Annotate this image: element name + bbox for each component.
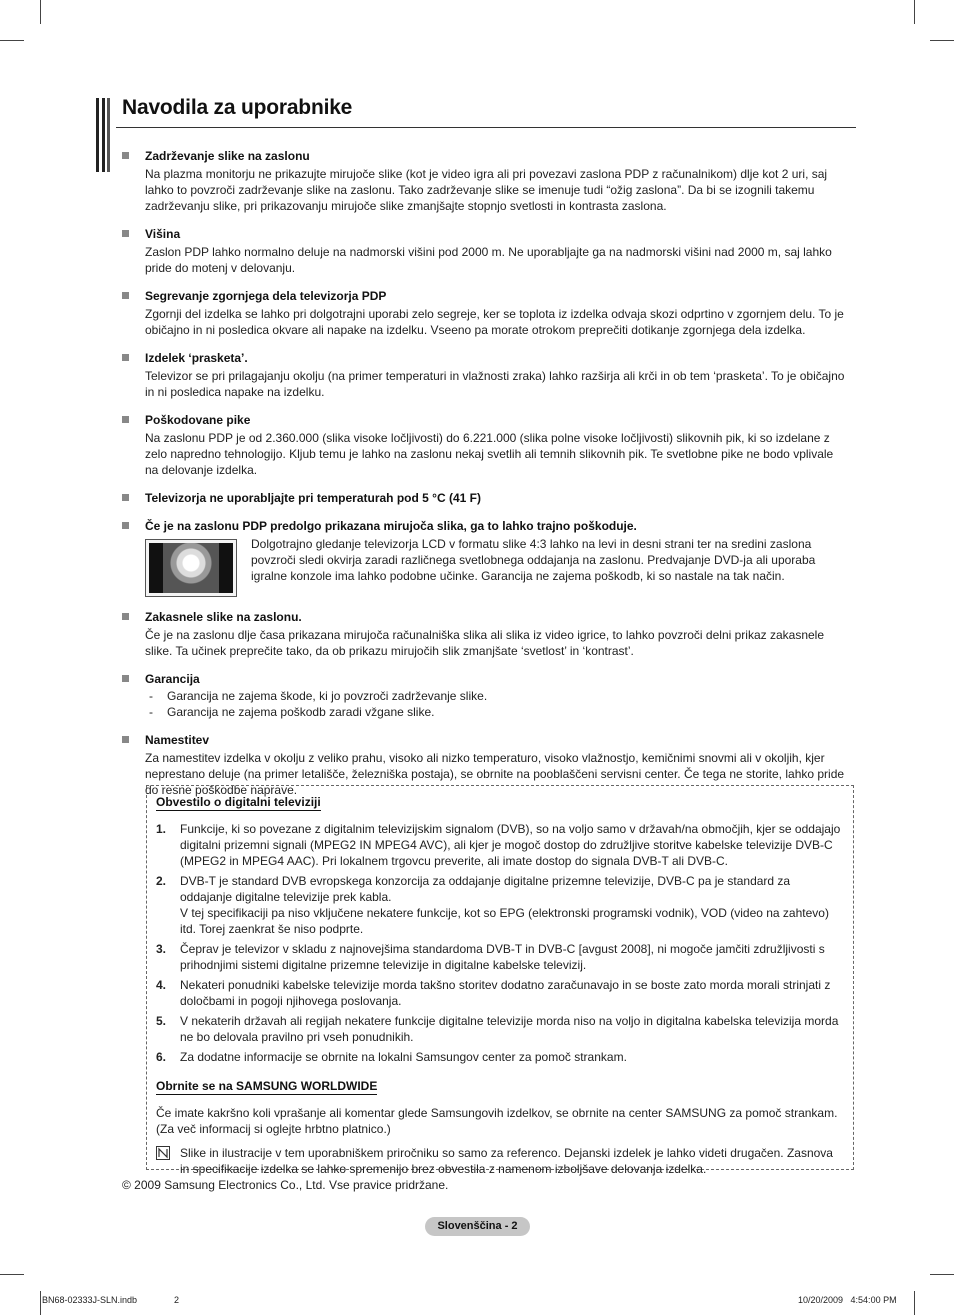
list-item: 3. Čeprav je televizor v skladu z najnovejšima standardoma DVB-T in DVB-C [avgust 2008], ni mogoče jamčiti združljivosti s prihodnjimi sistemi digitalne prizemne televizije in digitalne kabelske televizij. [156,942,825,972]
list-item: - Garancija ne zajema poškodb zaradi vžgane slike. [149,705,435,719]
list-item: 5. V nekaterih državah ali regijah nekatere funkcije digitalne televizije morda niso na voljo in digitalna kabelska televizija morda ne bo delovala pravilno pri vseh ponudnikih. [156,1014,839,1044]
crop-mark [930,1274,954,1275]
tv-burn-in-image [145,539,237,597]
square-bullet-icon [122,494,129,501]
page-title: Navodila za uporabnike [122,96,353,119]
section-text: Zaslon PDP lahko normalno deluje na nadmorski višini pod 2000 m. Ne uporabljajte ga na nadmorski višini nad 2000 m, saj lahko pride do motenj v delovanju. [145,245,832,275]
section-text: Zgornji del izdelka se lahko pri dolgotrajni uporabi zelo segreje, ker se toplota iz izdelka odvaja skozi odprtino v zgornjem delu. To je običajno in ni posledica okvare ali napake na izdelku. Vseeno pa morate otrokom preprečiti dotikanje zgornjega dela izdelka. [145,307,844,337]
copyright: © 2009 Samsung Electronics Co., Ltd. Vse pravice pridržane. [122,1178,449,1192]
crop-mark [40,0,41,24]
section-delayed-images [122,609,846,659]
section-title: Televizorja ne uporabljajte pri temperaturah pod 5 °C (41 F) [145,491,481,505]
section-heat [122,288,846,338]
list-item: 2. DVB-T je standard DVB evropskega konzorcija za oddajanje digitalne prizemne televizije, DVB-C pa je standard za oddajanje digitalne televizije prek kabla. V tej specifikaciji pa niso vključene nekatere funkcije, kot so EPG (elektronski programski vodnik), VOD (video na zahtevo) itd. Torej zaenkrat še niso podprte. [156,874,829,936]
square-bullet-icon [122,292,129,299]
section-title: Segrevanje zgornjega dela televizorja PDP [145,289,387,303]
crop-mark [914,1291,915,1315]
crop-mark [914,0,915,24]
page-header [96,96,856,132]
list-item: 6. Za dodatne informacije se obrnite na lokalni Samsungov center za pomoč strankam. [156,1050,627,1064]
list-item: 1. Funkcije, ki so povezane z digitalnim televizijskim signalom (DVB), so na voljo samo v državah/na območjih, kjer se oddajajo digitalni prizemni signali (MPEG2 IN MPEG4 AVC), ali kjer je mogoč dostop do združljive storitve kabelske televizije DVB-C (MPEG2 in MPEG4 AAC). Pri lokalnem trgovcu preverite, ali imate dostop do signala DVB-T ali DVB-C. [156,822,841,868]
section-text: Na zaslonu PDP je od 2.360.000 (slika visoke ločljivosti) do 6.221.000 (slika polne visoke ločljivosti) slikovnih pik, ki so izdelane z zelo napredno tehnologijo. Kljub temu je lahko na zaslonu nekaj svetlih ali temnih slikovnih pik. Te svetlobne pike ne bodo vplivale na delovanje izdelka. [145,431,834,477]
contact-text: Če imate kakršno koli vprašanje ali komentar glede Samsungovih izdelkov, se obrnite na center SAMSUNG za pomoč strankam. (Za več informacij si oglejte hrbtno platnico.) [156,1106,838,1136]
square-bullet-icon [122,354,129,361]
square-bullet-icon [122,152,129,159]
section-title: Izdelek ‘prasketa’. [145,351,248,365]
section-title: Višina [145,227,181,241]
section-title: Garancija [145,672,200,686]
square-bullet-icon [122,522,129,529]
section-text: Dolgotrajno gledanje televizorja LCD v formatu slike 4:3 lahko na levi in desni strani ter na sredini zaslona povzroči sledi okvirja zaradi različnega svetlobnega oddajanja na zaslonu. Predvajanje DVD-ja ali uporaba igralne konzole ima lahko podobne učinke. Garancija ne zajema poškodb, ki so nastale na tak način. [251,537,816,583]
section-crackling [122,350,846,400]
section-temperature [122,490,846,506]
notice-title: Obvestilo o digitalni televiziji [156,795,321,809]
square-bullet-icon [122,736,129,743]
crop-mark [40,1291,41,1315]
note-icon [156,1146,170,1160]
page-number-badge: Slovenščina - 2 [425,1217,530,1236]
section-title: Če je na zaslonu PDP predolgo prikazana mirujoča slika, ga to lahko trajno poškoduje. [145,519,637,533]
square-bullet-icon [122,416,129,423]
section-title: Namestitev [145,733,210,747]
list-item: - Garancija ne zajema škode, ki jo povzroči zadrževanje slike. [149,689,488,703]
section-image-retention [122,148,846,214]
crop-mark [930,40,954,41]
main-content [122,148,846,810]
section-text: Za namestitev izdelka v okolju z veliko prahu, visoko ali nizko temperaturo, visoko vlažnostjo, kemičnimi snovmi ali v okoljih, kjer neprestano deluje (na primer letališče, železniška postaja), se obrnite na pooblaščeni servisni center. Če tega ne storite, lahko pride do resne poškodbe naprave. [145,751,845,797]
square-bullet-icon [122,230,129,237]
print-file-name: BN68-02333J-SLN.indb [42,1295,138,1305]
crop-mark [0,40,24,41]
section-title: Zadrževanje slike na zaslonu [145,149,310,163]
crop-mark [0,1274,24,1275]
square-bullet-icon [122,675,129,682]
section-text: Na plazma monitorju ne prikazujte mirujoče slike (kot je video igra ali pri povezavi zaslona PDP z računalnikom) dlje kot 2 uri, saj lahko to povzroči zadrževanje slike na zaslonu. Tako zadrževanje slike se imenuje tudi “ožig zaslona”. Da bi se izognili takemu zadrževanju slike, pri prikazovanju mirujoče slike zmanjšajte stopnjo svetlosti in kontrasta zaslona. [145,167,828,213]
title-rule [116,127,856,128]
section-text: Če je na zaslonu dlje časa prikazana mirujoča računalniška slika ali slika iz video igrice, to lahko povzroči delni prikaz zakasnele slike. Ta učinek preprečite tako, da ob prikazu mirujočih slik zmanjšate ‘svetlost’ in ‘kontrast’. [145,628,825,658]
square-bullet-icon [122,613,129,620]
print-page-number: 2 [174,1295,180,1305]
section-warranty [122,671,846,720]
section-text: Televizor se pri prilagajanju okolju (na primer temperaturi in vlažnosti zraka) lahko razširja ali krči in ob tem ‘prasketa’. To je običajno in ni posledica napake na izdelku. [145,369,845,399]
section-burn-in [122,518,846,597]
print-timestamp: 10/20/2009 4:54:00 PM [798,1295,897,1305]
contact-title: Obrnite se na SAMSUNG WORLDWIDE [156,1079,378,1093]
list-item: 4. Nekateri ponudniki kabelske televizije morda takšno storitev dodatno zaračunavajo in se boste zato morda morali strinjati z določbami in pogoji njihovega poslovanja. [156,978,831,1008]
section-title: Poškodovane pike [145,413,251,427]
note-text: Slike in ilustracije v tem uporabniškem priročniku so samo za referenco. Dejanski izdelek je lahko videti drugačen. Zasnova in specifikacije izdelka se lahko spremenijo brez obvestila z namenom izboljšave delovanja izdelka. [180,1146,833,1176]
section-altitude [122,226,846,276]
section-title: Zakasnele slike na zaslonu. [145,610,302,624]
digital-tv-notice-box [146,785,854,1176]
section-dead-pixels [122,412,846,478]
